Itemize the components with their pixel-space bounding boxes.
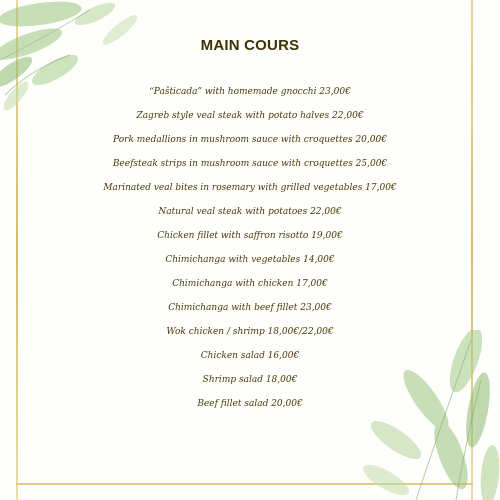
menu-item: Zagreb style veal steak with potato halves 22,00€ [136, 111, 364, 121]
menu-item: Pork medallions in mushroom sauce with croquettes 20,00€ [113, 135, 387, 145]
menu-item: Chimichanga with beef fillet 23,00€ [168, 303, 332, 313]
menu-item: Natural veal steak with potatoes 22,00€ [158, 207, 342, 217]
menu-item: Chimichanga with vegetables 14,00€ [165, 255, 335, 265]
menu-item: Chimichanga with chicken 17,00€ [172, 279, 328, 289]
menu-item: Chicken fillet with saffron risotto 19,00€ [157, 231, 343, 241]
gold-frame-bottom [16, 483, 473, 485]
menu-item: Marinated veal bites in rosemary with grilled vegetables 17,00€ [103, 183, 397, 193]
menu-item: Beefsteak strips in mushroom sauce with croquettes 25,00€ [112, 159, 388, 169]
menu-item: Wok chicken / shrimp 18,00€/22,00€ [166, 327, 334, 337]
section-heading: MAIN COURS [200, 37, 300, 54]
menu-item: Shrimp salad 18,00€ [202, 375, 298, 385]
menu-list [0, 80, 500, 416]
menu-item: “Pašticada” with homemade gnocchi 23,00€ [149, 87, 351, 97]
menu-item: Beef fillet salad 20,00€ [197, 399, 303, 409]
menu-item: Chicken salad 16,00€ [200, 351, 300, 361]
